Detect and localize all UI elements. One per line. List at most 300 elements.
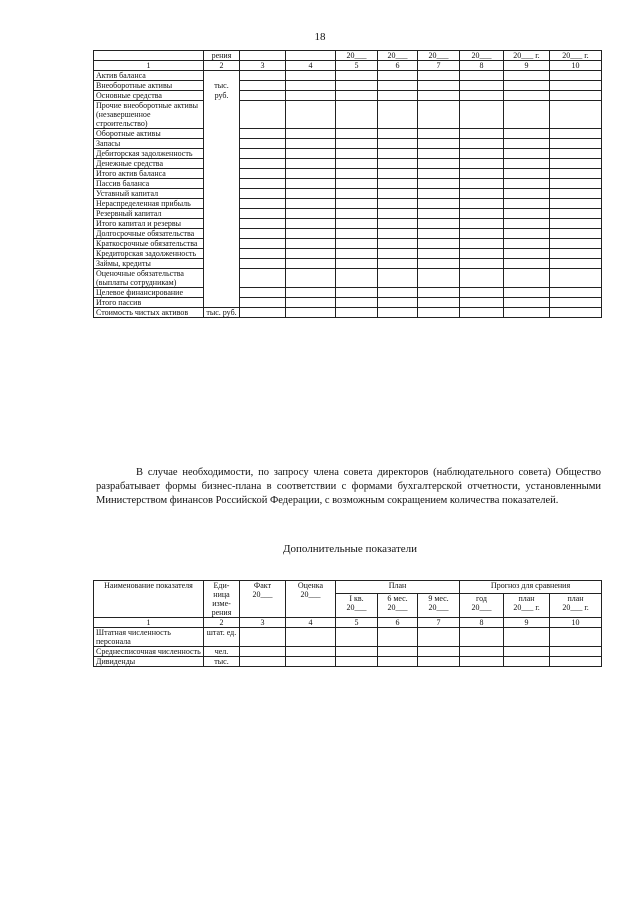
- table-row: [94, 657, 602, 667]
- data-cell: [550, 169, 602, 179]
- header-name: Наименование показателя: [94, 581, 204, 618]
- column-number: 2: [204, 61, 240, 71]
- column-number: 1: [94, 618, 204, 628]
- data-cell: [240, 259, 286, 269]
- data-cell: [378, 249, 418, 259]
- row-label: Пассив баланса: [94, 179, 204, 189]
- table-row: [94, 249, 602, 259]
- data-cell: [550, 259, 602, 269]
- data-cell: [460, 159, 504, 169]
- data-cell: [240, 179, 286, 189]
- data-cell: [550, 81, 602, 91]
- table-row: [94, 209, 602, 219]
- data-cell: [336, 129, 378, 139]
- data-cell: [460, 269, 504, 288]
- row-unit: руб.: [204, 91, 240, 101]
- data-cell: [378, 298, 418, 308]
- data-cell: [240, 657, 286, 667]
- data-cell: [378, 269, 418, 288]
- row-unit: [204, 298, 240, 308]
- data-cell: [550, 129, 602, 139]
- page-number: 18: [314, 31, 326, 43]
- row-unit: [204, 269, 240, 288]
- data-cell: [286, 288, 336, 298]
- balance-header-row: [94, 51, 602, 61]
- data-cell: [240, 189, 286, 199]
- row-label: Итого пассив: [94, 298, 204, 308]
- data-cell: [336, 91, 378, 101]
- data-cell: [550, 139, 602, 149]
- data-cell: [504, 159, 550, 169]
- data-cell: [418, 239, 460, 249]
- row-unit: штат. ед.: [204, 628, 240, 647]
- header-plan: План: [336, 581, 460, 594]
- table-row: [94, 259, 602, 269]
- data-cell: [378, 219, 418, 229]
- header-year: 20___: [336, 51, 378, 61]
- table-row: [94, 288, 602, 298]
- row-unit: [204, 288, 240, 298]
- row-label: Основные средства: [94, 91, 204, 101]
- data-cell: [378, 101, 418, 129]
- data-cell: [550, 159, 602, 169]
- data-cell: [378, 229, 418, 239]
- data-cell: [240, 71, 286, 81]
- data-cell: [378, 81, 418, 91]
- row-label: Внеоборотные активы: [94, 81, 204, 91]
- data-cell: [418, 129, 460, 139]
- data-cell: [504, 229, 550, 239]
- row-label: Стоимость чистых активов: [94, 308, 204, 318]
- data-cell: [240, 91, 286, 101]
- data-cell: [336, 71, 378, 81]
- header-plan-q1: I кв. 20___: [336, 593, 378, 617]
- data-cell: [240, 101, 286, 129]
- data-cell: [460, 229, 504, 239]
- data-cell: [286, 71, 336, 81]
- data-cell: [240, 288, 286, 298]
- data-cell: [504, 71, 550, 81]
- data-cell: [504, 628, 550, 647]
- column-number: 4: [286, 618, 336, 628]
- data-cell: [378, 179, 418, 189]
- row-unit: чел.: [204, 647, 240, 657]
- extra-header-row: [94, 581, 602, 594]
- data-cell: [240, 269, 286, 288]
- data-cell: [550, 657, 602, 667]
- row-unit: [204, 199, 240, 209]
- data-cell: [460, 199, 504, 209]
- data-cell: [240, 159, 286, 169]
- table-row: [94, 81, 602, 91]
- row-label: Займы, кредиты: [94, 259, 204, 269]
- data-cell: [418, 101, 460, 129]
- data-cell: [504, 249, 550, 259]
- data-cell: [286, 229, 336, 239]
- data-cell: [550, 288, 602, 298]
- data-cell: [378, 288, 418, 298]
- data-cell: [336, 169, 378, 179]
- data-cell: [286, 179, 336, 189]
- row-unit: тыс. руб.: [204, 308, 240, 318]
- header-unit: рения: [204, 51, 240, 61]
- data-cell: [336, 269, 378, 288]
- row-label: Целевое финансирование: [94, 288, 204, 298]
- data-cell: [550, 239, 602, 249]
- data-cell: [550, 91, 602, 101]
- row-unit: [204, 229, 240, 239]
- data-cell: [460, 149, 504, 159]
- column-number: 3: [240, 61, 286, 71]
- row-unit: [204, 249, 240, 259]
- column-number: 8: [460, 618, 504, 628]
- data-cell: [286, 159, 336, 169]
- data-cell: [240, 239, 286, 249]
- data-cell: [240, 209, 286, 219]
- data-cell: [378, 91, 418, 101]
- data-cell: [460, 259, 504, 269]
- data-cell: [378, 239, 418, 249]
- data-cell: [378, 259, 418, 269]
- data-cell: [286, 308, 336, 318]
- table-row: [94, 298, 602, 308]
- data-cell: [240, 249, 286, 259]
- data-cell: [378, 71, 418, 81]
- data-cell: [418, 159, 460, 169]
- data-cell: [418, 288, 460, 298]
- data-cell: [418, 229, 460, 239]
- row-unit: [204, 139, 240, 149]
- data-cell: [286, 91, 336, 101]
- table-row: [94, 269, 602, 288]
- data-cell: [504, 308, 550, 318]
- row-label: Дивиденды: [94, 657, 204, 667]
- data-cell: [550, 71, 602, 81]
- data-cell: [418, 628, 460, 647]
- data-cell: [378, 169, 418, 179]
- data-cell: [336, 308, 378, 318]
- data-cell: [418, 71, 460, 81]
- data-cell: [550, 308, 602, 318]
- data-cell: [286, 189, 336, 199]
- data-cell: [240, 149, 286, 159]
- data-cell: [336, 179, 378, 189]
- data-cell: [240, 219, 286, 229]
- data-cell: [336, 219, 378, 229]
- data-cell: [460, 179, 504, 189]
- row-label: Оборотные активы: [94, 129, 204, 139]
- column-number: 2: [204, 618, 240, 628]
- data-cell: [336, 288, 378, 298]
- data-cell: [378, 139, 418, 149]
- data-cell: [286, 628, 336, 647]
- data-cell: [240, 139, 286, 149]
- data-cell: [378, 657, 418, 667]
- table-row: [94, 71, 602, 81]
- data-cell: [336, 628, 378, 647]
- data-cell: [378, 159, 418, 169]
- data-cell: [504, 91, 550, 101]
- data-cell: [378, 189, 418, 199]
- data-cell: [418, 199, 460, 209]
- data-cell: [418, 149, 460, 159]
- data-cell: [378, 308, 418, 318]
- column-number: 5: [336, 618, 378, 628]
- header-cell-empty: [286, 51, 336, 61]
- data-cell: [336, 647, 378, 657]
- row-label: Денежные средства: [94, 159, 204, 169]
- data-cell: [286, 129, 336, 139]
- table-row: [94, 91, 602, 101]
- data-cell: [418, 298, 460, 308]
- data-cell: [418, 189, 460, 199]
- data-cell: [550, 647, 602, 657]
- header-cell-empty: [94, 51, 204, 61]
- data-cell: [504, 189, 550, 199]
- data-cell: [460, 139, 504, 149]
- data-cell: [336, 259, 378, 269]
- data-cell: [336, 657, 378, 667]
- data-cell: [378, 209, 418, 219]
- row-label: Уставный капитал: [94, 189, 204, 199]
- header-year: 20___ г.: [504, 51, 550, 61]
- data-cell: [504, 199, 550, 209]
- row-unit: [204, 179, 240, 189]
- column-number: 10: [550, 61, 602, 71]
- table-row: [94, 101, 602, 129]
- data-cell: [504, 209, 550, 219]
- column-number: 6: [378, 618, 418, 628]
- row-unit: [204, 239, 240, 249]
- data-cell: [286, 81, 336, 91]
- data-cell: [460, 249, 504, 259]
- data-cell: [460, 219, 504, 229]
- column-number: 9: [504, 618, 550, 628]
- data-cell: [550, 628, 602, 647]
- column-number: 7: [418, 618, 460, 628]
- table-row: [94, 647, 602, 657]
- data-cell: [460, 129, 504, 139]
- data-cell: [240, 169, 286, 179]
- data-cell: [240, 129, 286, 139]
- header-year: 20___: [418, 51, 460, 61]
- table-row: [94, 129, 602, 139]
- data-cell: [418, 269, 460, 288]
- data-cell: [286, 298, 336, 308]
- header-year: 20___ г.: [550, 51, 602, 61]
- data-cell: [460, 71, 504, 81]
- data-cell: [378, 199, 418, 209]
- data-cell: [378, 628, 418, 647]
- data-cell: [336, 101, 378, 129]
- data-cell: [336, 298, 378, 308]
- data-cell: [460, 101, 504, 129]
- table-row: [94, 219, 602, 229]
- row-unit: [204, 219, 240, 229]
- data-cell: [240, 298, 286, 308]
- header-unit: Еди-ница изме-рения: [204, 581, 240, 618]
- data-cell: [286, 657, 336, 667]
- data-cell: [504, 101, 550, 129]
- data-cell: [460, 81, 504, 91]
- data-cell: [286, 239, 336, 249]
- data-cell: [286, 249, 336, 259]
- data-cell: [286, 149, 336, 159]
- data-cell: [286, 209, 336, 219]
- data-cell: [460, 628, 504, 647]
- data-cell: [240, 199, 286, 209]
- table-row: [94, 229, 602, 239]
- data-cell: [240, 81, 286, 91]
- table-row: [94, 189, 602, 199]
- row-label: Оценочные обязательства (выплаты сотрудникам): [94, 269, 204, 288]
- row-label: Краткосрочные обязательства: [94, 239, 204, 249]
- data-cell: [504, 169, 550, 179]
- data-cell: [286, 259, 336, 269]
- data-cell: [336, 249, 378, 259]
- header-plan-9m: 9 мес. 20___: [418, 593, 460, 617]
- data-cell: [550, 219, 602, 229]
- data-cell: [460, 288, 504, 298]
- data-cell: [460, 657, 504, 667]
- row-unit: [204, 259, 240, 269]
- column-number: 9: [504, 61, 550, 71]
- table-row: [94, 628, 602, 647]
- header-forecast-year: год 20___: [460, 593, 504, 617]
- row-unit: тыс.: [204, 81, 240, 91]
- table-row: [94, 169, 602, 179]
- data-cell: [378, 647, 418, 657]
- data-cell: [550, 298, 602, 308]
- column-number: 7: [418, 61, 460, 71]
- data-cell: [460, 239, 504, 249]
- data-cell: [240, 308, 286, 318]
- row-label: Прочие внеоборотные активы (незавершенное строительство): [94, 101, 204, 129]
- data-cell: [460, 169, 504, 179]
- section-title: Дополнительные показатели: [282, 543, 418, 555]
- row-unit: [204, 209, 240, 219]
- data-cell: [504, 81, 550, 91]
- paragraph-text: В случае необходимости, по запросу члена совета директоров (наблюдательного совета) Общество разрабатывает формы бизнес-плана в соответствии с формами бухгалтерской отчетности, установленными Министерством финансов Российской Федерации, с возможным сокращением количества показателей.: [96, 467, 601, 506]
- row-unit: [204, 149, 240, 159]
- header-estimate: Оценка 20___: [286, 581, 336, 618]
- data-cell: [286, 101, 336, 129]
- data-cell: [460, 209, 504, 219]
- header-plan-6m: 6 мес. 20___: [378, 593, 418, 617]
- data-cell: [336, 239, 378, 249]
- header-forecast-plan-2: план 20___ г.: [550, 593, 602, 617]
- row-label: Штатная численность персонала: [94, 628, 204, 647]
- header-cell-empty: [240, 51, 286, 61]
- data-cell: [504, 239, 550, 249]
- data-cell: [460, 647, 504, 657]
- data-cell: [286, 199, 336, 209]
- data-cell: [378, 149, 418, 159]
- column-number: 10: [550, 618, 602, 628]
- row-unit: [204, 101, 240, 129]
- header-fact: Факт 20___: [240, 581, 286, 618]
- data-cell: [336, 139, 378, 149]
- row-unit: [204, 159, 240, 169]
- row-label: Резервный капитал: [94, 209, 204, 219]
- data-cell: [336, 159, 378, 169]
- table-row: [94, 239, 602, 249]
- header-forecast: Прогноз для сравнения: [460, 581, 602, 594]
- extra-indicators-table: [93, 580, 602, 667]
- data-cell: [418, 259, 460, 269]
- row-label: Долгосрочные обязательства: [94, 229, 204, 239]
- row-label: Кредиторская задолженность: [94, 249, 204, 259]
- data-cell: [504, 288, 550, 298]
- data-cell: [418, 657, 460, 667]
- row-unit: [204, 189, 240, 199]
- data-cell: [418, 81, 460, 91]
- row-label: Дебиторская задолженность: [94, 149, 204, 159]
- header-year: 20___: [378, 51, 418, 61]
- data-cell: [460, 308, 504, 318]
- data-cell: [460, 298, 504, 308]
- header-year: 20___: [460, 51, 504, 61]
- data-cell: [418, 179, 460, 189]
- data-cell: [418, 209, 460, 219]
- table-row: [94, 149, 602, 159]
- data-cell: [504, 179, 550, 189]
- row-unit: [204, 71, 240, 81]
- data-cell: [336, 189, 378, 199]
- data-cell: [550, 209, 602, 219]
- data-cell: [550, 199, 602, 209]
- data-cell: [504, 657, 550, 667]
- data-cell: [418, 91, 460, 101]
- data-cell: [504, 149, 550, 159]
- row-label: Итого актив баланса: [94, 169, 204, 179]
- data-cell: [550, 149, 602, 159]
- data-cell: [418, 219, 460, 229]
- data-cell: [504, 269, 550, 288]
- column-number: 8: [460, 61, 504, 71]
- data-cell: [550, 229, 602, 239]
- column-number: 1: [94, 61, 204, 71]
- table-row: [94, 139, 602, 149]
- column-number: 5: [336, 61, 378, 71]
- table-row: [94, 159, 602, 169]
- data-cell: [418, 249, 460, 259]
- data-cell: [240, 628, 286, 647]
- balance-number-row: [94, 61, 602, 71]
- column-number: 6: [378, 61, 418, 71]
- data-cell: [460, 189, 504, 199]
- row-label: Итого капитал и резервы: [94, 219, 204, 229]
- data-cell: [418, 647, 460, 657]
- data-cell: [336, 229, 378, 239]
- row-unit: [204, 129, 240, 139]
- data-cell: [286, 647, 336, 657]
- data-cell: [504, 219, 550, 229]
- data-cell: [286, 139, 336, 149]
- header-forecast-plan-1: план 20___ г.: [504, 593, 550, 617]
- data-cell: [418, 139, 460, 149]
- row-label: Среднесписочная численность: [94, 647, 204, 657]
- data-cell: [286, 219, 336, 229]
- table-row: [94, 199, 602, 209]
- column-number: 3: [240, 618, 286, 628]
- data-cell: [504, 139, 550, 149]
- table-row: [94, 308, 602, 318]
- data-cell: [418, 169, 460, 179]
- row-label: Актив баланса: [94, 71, 204, 81]
- balance-table: [93, 50, 602, 318]
- extra-number-row: [94, 618, 602, 628]
